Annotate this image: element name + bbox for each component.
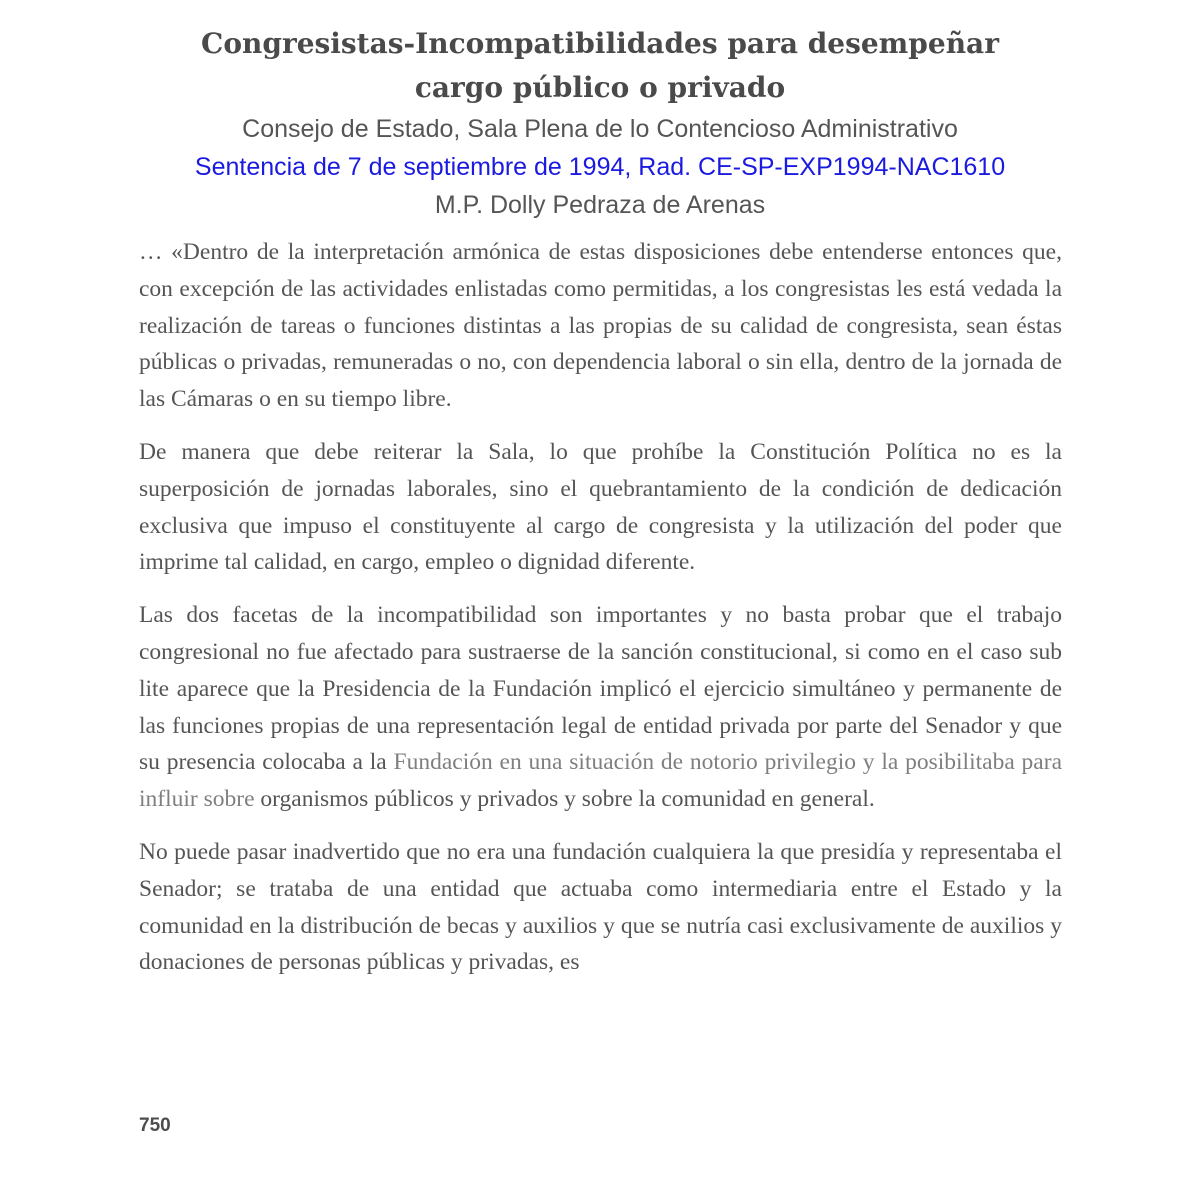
- paragraph-2: De manera que debe reiterar la Sala, lo que prohíbe la Constitución Política no es la superposición de jornadas laborales, sino el quebrantamiento de la condición de dedicación exclusiva que impuso el constituyente al cargo de congresista y la utilización del poder que imprime tal calidad, en cargo, empleo o dignidad diferente.: [139, 438, 1062, 576]
- page-number: 750: [139, 1115, 171, 1136]
- court-name: Consejo de Estado, Sala Plena de lo Contencioso Administrativo: [242, 115, 958, 143]
- title-line-1: Congresistas-Incompatibilidades para desempeñar: [201, 27, 999, 60]
- magistrate-name: M.P. Dolly Pedraza de Arenas: [434, 191, 766, 219]
- paragraph-3-text-b: organismos públicos y privados y sobre la comunidad en general.: [254, 786, 875, 813]
- title-line-2: cargo público o privado: [414, 71, 786, 104]
- paragraph-3-text-faint: Fundación en una situación de notorio privilegio y la posibilitaba para influir sobre: [139, 749, 1062, 813]
- paragraph-3-text-a: Las dos facetas de la incompatibilidad son importantes y no basta probar que el trabajo congresional no fue afectado para sustraerse de la sanción constitucional, si como en el caso sub lite aparece que la Presidencia de la Fundación implicó el ejercicio simultáneo y permanente de las funciones propias de una representación legal de entidad privada por parte del Senador y que su presencia colocaba a la: [139, 602, 1062, 776]
- paragraph-4: No puede pasar inadvertido que no era una fundación cualquiera la que presidía y representaba el Senador; se trataba de una entidad que actuaba como intermediaria entre el Estado y la comunidad en la distribución de becas y auxilios y que se nutría casi exclusivamente de auxilios y donaciones de personas públicas y privadas, es: [139, 838, 1062, 976]
- document-header: [120, 22, 1080, 224]
- paragraph-1: … «Dentro de la interpretación armónica de estas disposiciones debe entenderse entonces que, con excepción de las actividades enlistadas como permitidas, a los congresistas les está vedada la realización de tareas o funciones distintas a las propias de su calidad de congresista, sean éstas públicas o privadas, remuneradas o no, con dependencia laboral o sin ella, dentro de la jornada de las Cámaras o en su tiempo libre.: [139, 239, 1062, 413]
- page-title: [120, 22, 1080, 110]
- document-body: [139, 234, 1062, 997]
- ruling-link[interactable]: Sentencia de 7 de septiembre de 1994, Rad. CE-SP-EXP1994-NAC1610: [194, 153, 1006, 181]
- paragraph-3: [139, 597, 1062, 818]
